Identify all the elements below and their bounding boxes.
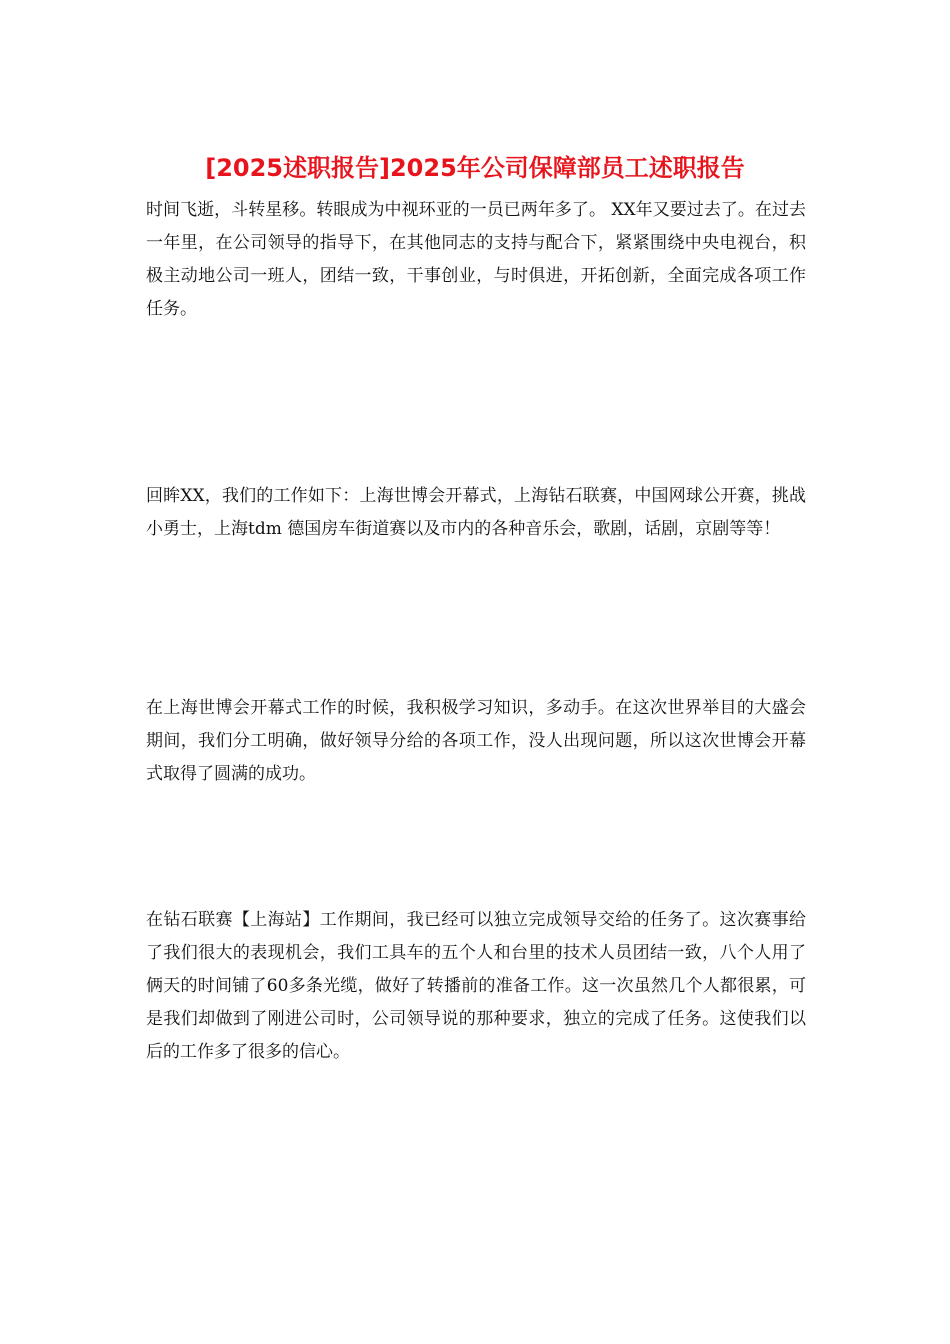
paragraph-work-review: 回眸XX，我们的工作如下：上海世博会开幕式，上海钻石联赛，中国网球公开赛，挑战小勇士，上海tdm 德国房车街道赛以及市内的各种音乐会，歌剧，话剧，京剧等等！ bbox=[146, 486, 806, 539]
paragraph-expo-opening: 在上海世博会开幕式工作的时候，我积极学习知识，多动手。在这次世界举目的大盛会期间，我们分工明确，做好领导分给的各项工作，没人出现问题，所以这次世博会开幕式取得了圆满的成功。 bbox=[146, 698, 806, 784]
paragraph-intro: 时间飞逝，斗转星移。转眼成为中视环亚的一员已两年多了。 XX年又要过去了。在过去一年里，在公司领导的指导下，在其他同志的支持与配合下，紧紧围绕中央电视台，积极主动地公司一班人，团结一致，干事创业，与时俱进，开拓创新，全面完成各项工作任务。 bbox=[146, 200, 806, 319]
document-title: [2025述职报告]2025年公司保障部员工述职报告 bbox=[205, 154, 745, 182]
paragraph-diamond-league: 在钻石联赛【上海站】工作期间，我已经可以独立完成领导交给的任务了。这次赛事给了我们很大的表现机会，我们工具车的五个人和台里的技术人员团结一致，八个人用了俩天的时间铺了60多条光缆，做好了转播前的准备工作。这一次虽然几个人都很累，可是我们却做到了刚进公司时，公司领导说的那种要求，独立的完成了任务。这使我们以后的工作多了很多的信心。 bbox=[146, 910, 806, 1062]
